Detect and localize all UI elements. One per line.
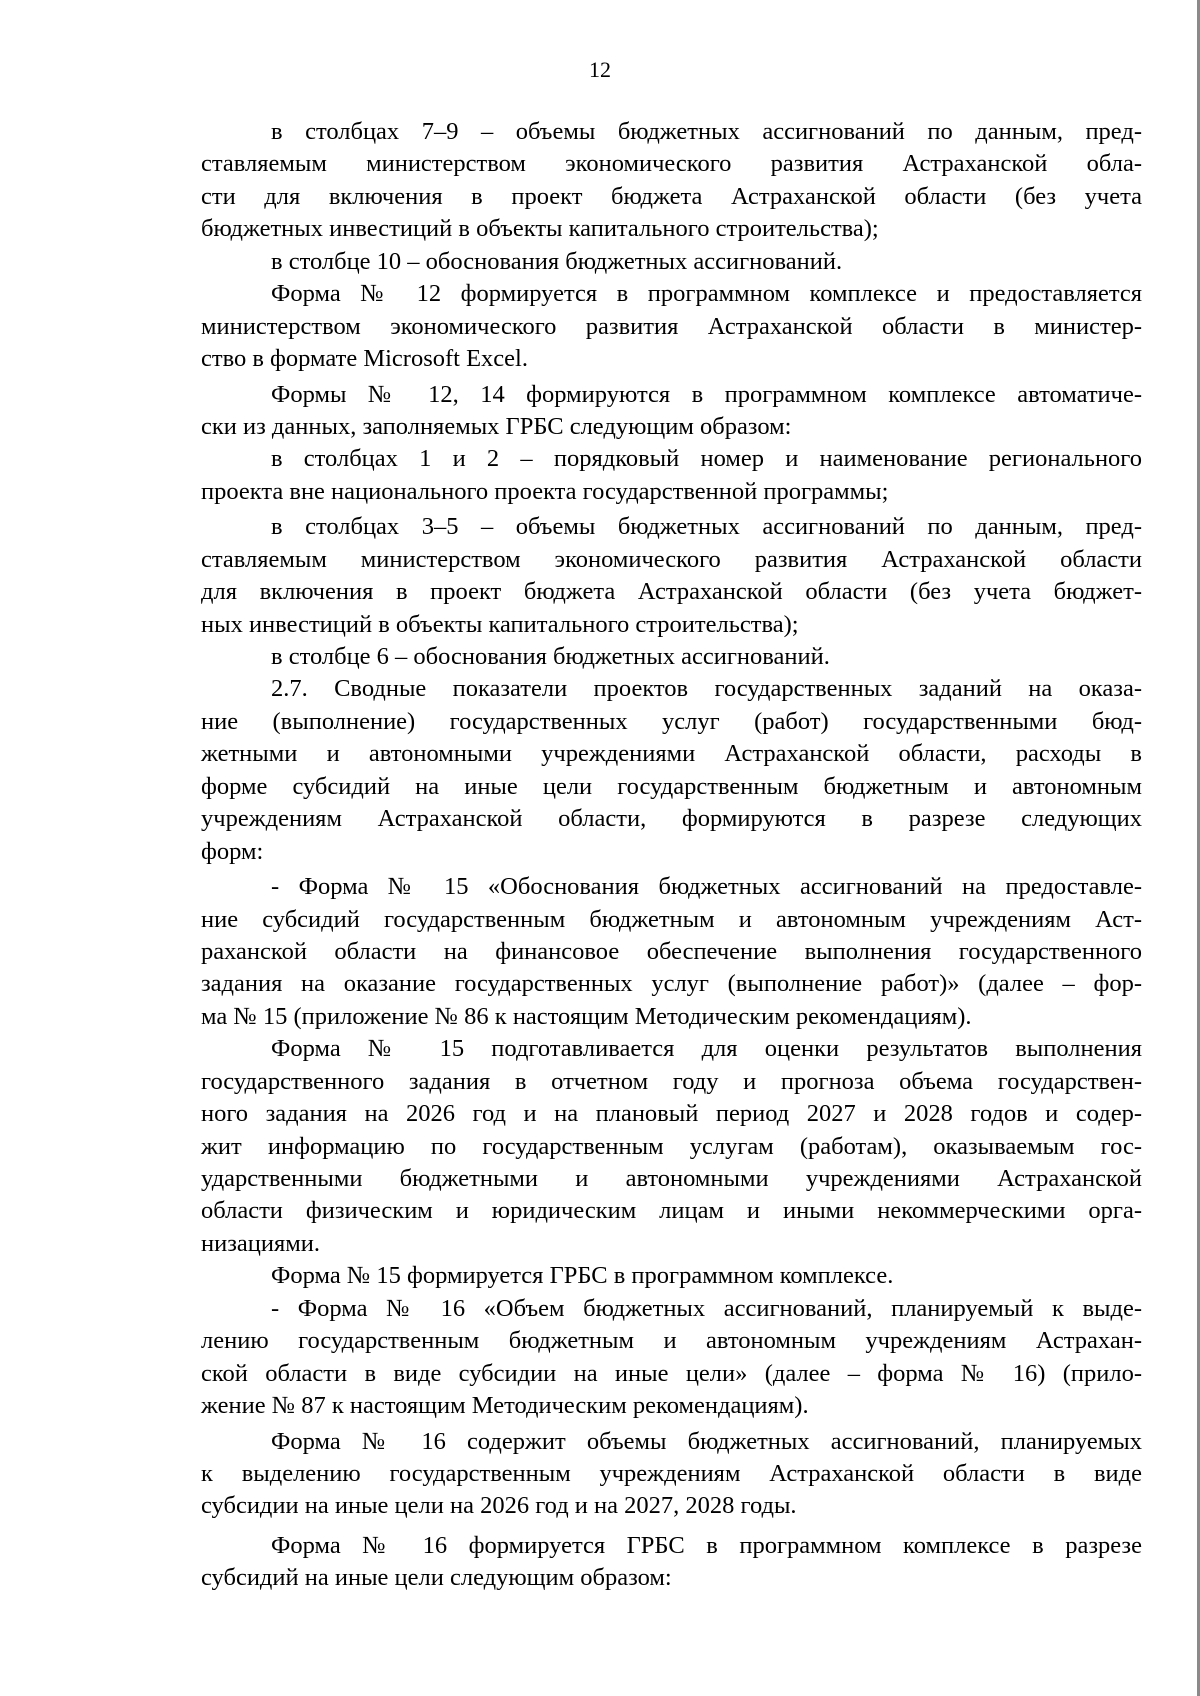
paragraph-line: в столбцах 7–9 – объемы бюджетных ассигнований по данным, пред- <box>271 118 1142 145</box>
paragraph-line: ство в формате Microsoft Excel. <box>201 345 528 373</box>
paragraph-line: ма № 15 (приложение № 86 к настоящим Методическим рекомендациям). <box>201 1002 972 1030</box>
paragraph-line: - Форма № 16 «Объем бюджетных ассигнований, планируемый к выде- <box>271 1294 1142 1322</box>
paragraph-line: для включения в проект бюджета Астраханской области (без учета бюджет- <box>201 578 1142 606</box>
paragraph-line: учреждениям Астраханской области, формируются в разрезе следующих <box>201 805 1142 833</box>
paragraph-line: 2.7. Сводные показатели проектов государственных заданий на оказа- <box>271 675 1142 703</box>
paragraph-line: в столбце 10 – обоснования бюджетных ассигнований. <box>271 247 843 275</box>
paragraph-line: жетными и автономными учреждениями Астраханской области, расходы в <box>201 740 1142 768</box>
paragraph-line: к выделению государственным учреждениям Астраханской области в виде <box>201 1459 1142 1487</box>
paragraph-line: Форма № 12 формируется в программном комплексе и предоставляется <box>271 280 1142 308</box>
paragraph-line: Форма № 15 формируется ГРБС в программном комплексе. <box>271 1262 894 1290</box>
paragraph-line: ставляемым министерством экономического развития Астраханской области <box>201 545 1142 573</box>
paragraph-line: ски из данных, заполняемых ГРБС следующим образом: <box>201 412 792 440</box>
paragraph-line: форм: <box>201 837 264 865</box>
paragraph-line: государственного задания в отчетном году и прогноза объема государствен- <box>201 1067 1142 1095</box>
paragraph-line: субсидий на иные цели следующим образом: <box>201 1564 672 1592</box>
document-body <box>201 116 1142 1595</box>
paragraph-line: ных инвестиций в объекты капитального строительства); <box>201 610 799 638</box>
paragraph-line: субсидии на иные цели на 2026 год и на 2027, 2028 годы. <box>201 1492 797 1520</box>
paragraph-line: лению государственным бюджетным и автономным учреждениям Астрахан- <box>201 1327 1142 1355</box>
paragraph-line: области физическим и юридическим лицам и иными некоммерческими орга- <box>201 1197 1142 1225</box>
paragraph-line: форме субсидий на иные цели государственным бюджетным и автономным <box>201 772 1142 800</box>
paragraph-line: проекта вне национального проекта государственной программы; <box>201 477 889 505</box>
paragraph-line: в столбце 6 – обоснования бюджетных ассигнований. <box>271 643 830 670</box>
paragraph-line: Форма № 15 подготавливается для оценки результатов выполнения <box>271 1035 1142 1063</box>
paragraph-line: ударственными бюджетными и автономными учреждениями Астраханской <box>201 1165 1142 1192</box>
paragraph-line: - Форма № 15 «Обоснования бюджетных ассигнований на предоставле- <box>271 873 1142 901</box>
paragraph-line: в столбцах 1 и 2 – порядковый номер и наименование регионального <box>271 445 1142 473</box>
paragraph-line: ние (выполнение) государственных услуг (работ) государственными бюд- <box>201 707 1142 735</box>
paragraph-line: в столбцах 3–5 – объемы бюджетных ассигнований по данным, пред- <box>271 513 1142 541</box>
paragraph-line: жение № 87 к настоящим Методическим рекомендациям). <box>201 1392 809 1420</box>
paragraph-line: ного задания на 2026 год и на плановый период 2027 и 2028 годов и содер- <box>201 1100 1142 1128</box>
paragraph-line: задания на оказание государственных услуг (выполнение работ)» (далее – фор- <box>201 970 1142 998</box>
paragraph-line: Форма № 16 формируется ГРБС в программном комплексе в разрезе <box>271 1531 1142 1559</box>
paragraph-line: Формы № 12, 14 формируются в программном комплексе автоматиче- <box>271 380 1142 408</box>
paragraph-line: Форма № 16 содержит объемы бюджетных ассигнований, планируемых <box>271 1427 1142 1455</box>
paragraph-line: министерством экономического развития Астраханской области в министер- <box>201 312 1142 340</box>
page-number: 12 <box>589 57 611 82</box>
paragraph-line: сти для включения в проект бюджета Астраханской области (без учета <box>201 182 1142 210</box>
paragraph-line: ской области в виде субсидии на иные цели» (далее – форма № 16) (прило- <box>201 1359 1142 1387</box>
paragraph-line: бюджетных инвестиций в объекты капитального строительства); <box>201 215 879 243</box>
paragraph-line: раханской области на финансовое обеспечение выполнения государственного <box>201 937 1142 965</box>
paragraph-line: низациями. <box>201 1229 321 1257</box>
paragraph-line: ставляемым министерством экономического развития Астраханской обла- <box>201 150 1142 178</box>
paragraph-line: жит информацию по государственным услугам (работам), оказываемым гос- <box>201 1132 1142 1160</box>
paragraph-line: ние субсидий государственным бюджетным и автономным учреждениям Аст- <box>201 905 1142 933</box>
